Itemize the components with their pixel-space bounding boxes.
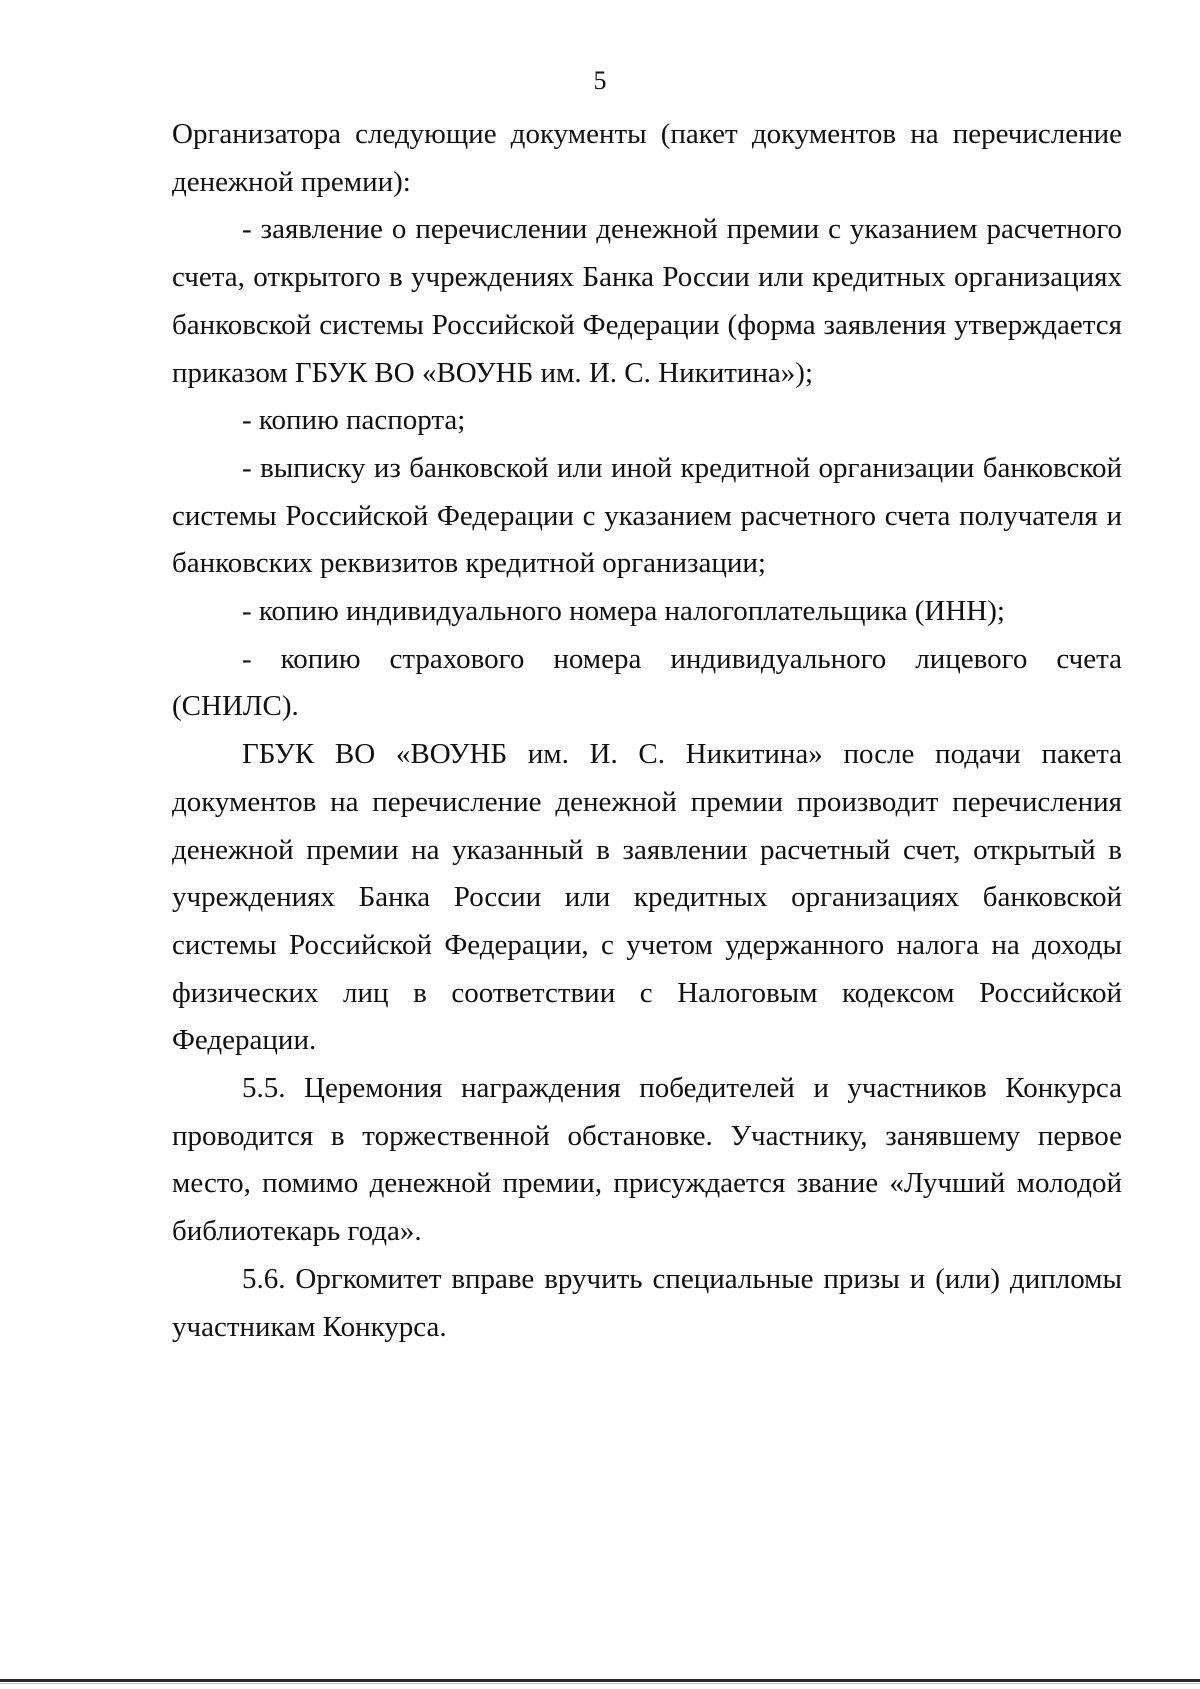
paragraph-5-6: 5.6. Оргкомитет вправе вручить специальные призы и (или) дипломы участникам Конкурса.	[172, 1262, 1122, 1343]
paragraph-doc-passport: - копию паспорта;	[242, 404, 466, 437]
paragraph-doc-inn: - копию индивидуального номера налогоплательщика (ИНН);	[242, 595, 1005, 628]
paragraph-doc-snils: - копию страхового номера индивидуального лицевого счета (СНИЛС).	[172, 642, 1122, 723]
paragraph-intro: Организатора следующие документы (пакет документов на перечисление денежной премии):	[172, 118, 1122, 198]
paragraph-doc-application: - заявление о перечислении денежной премии с указанием расчетного счета, открытого в учреждениях Банка России или кредитных организациях банковской системы Российской Федерации (форма заявления утверждается приказом ГБУК ВО «ВОУНБ им. И. С. Никитина»);	[172, 213, 1122, 389]
document-body	[172, 111, 1122, 1351]
scan-edge-shadow	[0, 1683, 1200, 1684]
page-number: 5	[593, 66, 607, 95]
scan-edge-line	[0, 1679, 1200, 1682]
paragraph-5-5: 5.5. Церемония награждения победителей и участников Конкурса проводится в торжественной обстановке. Участнику, занявшему первое место, помимо денежной премии, присуждается звание «Лучший молодой библиотекарь года».	[172, 1072, 1122, 1248]
paragraph-transfer: ГБУК ВО «ВОУНБ им. И. С. Никитина» после подачи пакета документов на перечисление денежной премии производит перечисления денежной премии на указанный в заявлении расчетный счет, открытый в учреждениях Банка России или кредитных организациях банковской системы Российской Федерации, с учетом удержанного налога на доходы физических лиц в соответствии с Налоговым кодексом Российской Федерации.	[172, 738, 1122, 1057]
paragraph-doc-bank-statement: - выписку из банковской или иной кредитной организации банковской системы Российской Федерации с указанием расчетного счета получателя и банковских реквизитов кредитной организации;	[172, 451, 1122, 580]
